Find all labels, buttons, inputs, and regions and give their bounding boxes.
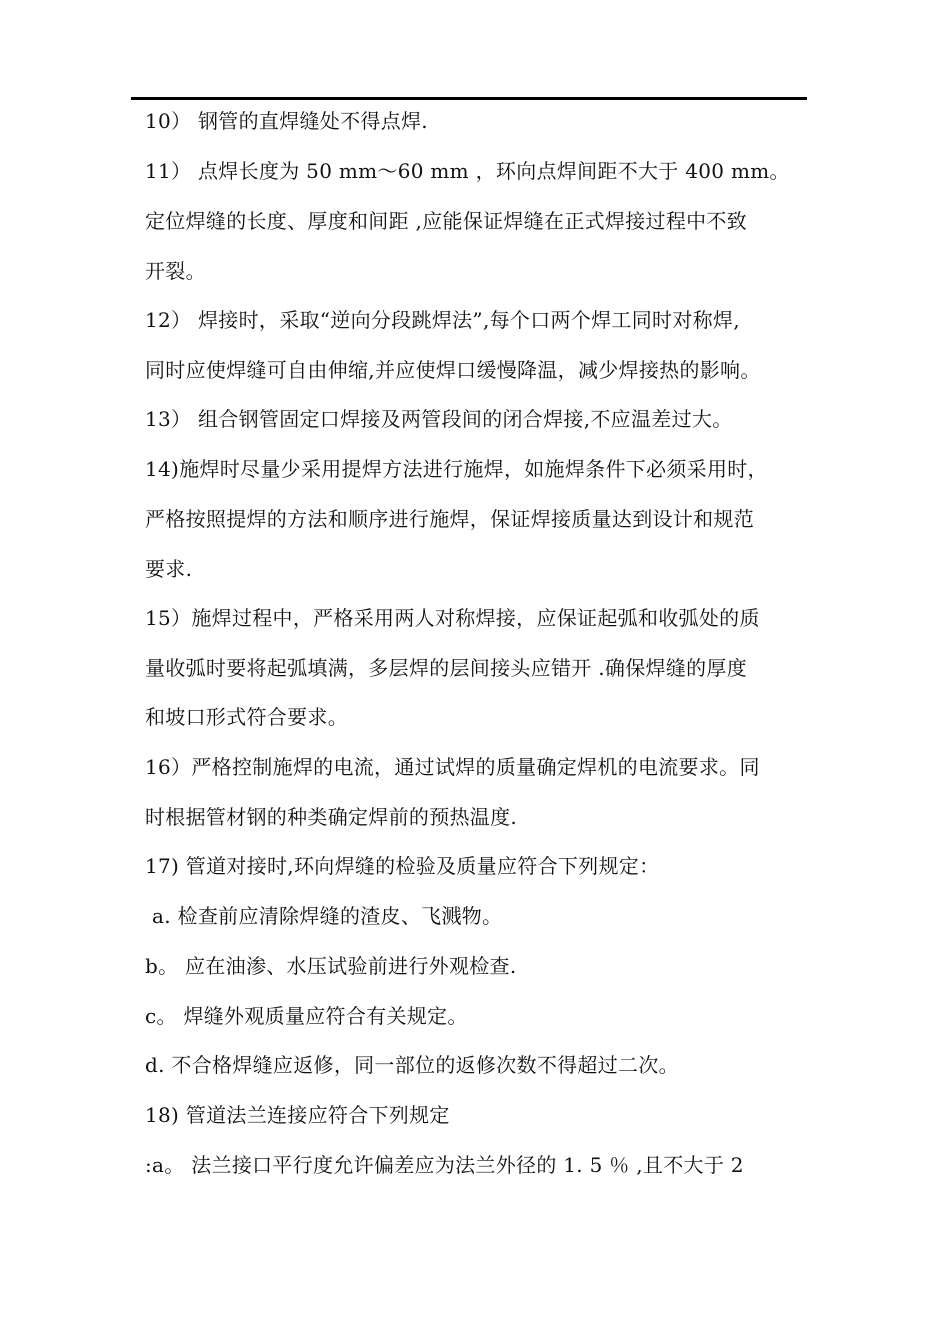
text-line: 16）严格控制施焊的电流，通过试焊的质量确定焊机的电流要求。同: [145, 755, 760, 779]
text-line: 17) 管道对接时,环向焊缝的检验及质量应符合下列规定：: [145, 854, 660, 878]
text-line: 定位焊缝的长度、厚度和间距 ,应能保证焊缝在正式焊接过程中不致: [145, 209, 748, 233]
text-line: c。 焊缝外观质量应符合有关规定。: [145, 1004, 468, 1028]
text-line: 15）施焊过程中，严格采用两人对称焊接，应保证起弧和收弧处的质: [145, 606, 760, 630]
text-line: 11） 点焊长度为 50 mm～60 mm ，环向点焊间距不大于 400 mm。: [145, 159, 790, 183]
text-line: 同时应使焊缝可自由伸缩,并应使焊口缓慢降温，减少焊接热的影响。: [145, 358, 761, 382]
text-line: 和坡口形式符合要求。: [145, 705, 348, 729]
text-line: 开裂。: [145, 259, 206, 283]
text-line: 13） 组合钢管固定口焊接及两管段间的闭合焊接,不应温差过大。: [145, 407, 733, 431]
text-line: 严格按照提焊的方法和顺序进行施焊，保证焊接质量达到设计和规范: [145, 507, 754, 531]
text-line: 时根据管材钢的种类确定焊前的预热温度.: [145, 805, 518, 829]
text-line: 要求.: [145, 557, 193, 581]
text-line: 10） 钢管的直焊缝处不得点焊.: [145, 109, 428, 133]
text-line: d. 不合格焊缝应返修，同一部位的返修次数不得超过二次。: [145, 1053, 679, 1077]
header-rule: [131, 97, 807, 100]
text-line: 量收弧时要将起弧填满，多层焊的层间接头应错开 .确保焊缝的厚度: [145, 656, 748, 680]
text-line: 18) 管道法兰连接应符合下列规定: [145, 1103, 450, 1127]
text-line: :a。 法兰接口平行度允许偏差应为法兰外径的 1. 5 ％ ,且不大于 2: [145, 1153, 744, 1177]
text-line: 12） 焊接时，采取“逆向分段跳焊法”,每个口两个焊工同时对称焊,: [145, 308, 740, 332]
text-line: b。 应在油渗、水压试验前进行外观检查.: [145, 954, 517, 978]
text-line: 14)施焊时尽量少采用提焊方法进行施焊，如施焊条件下必须采用时，: [145, 457, 768, 481]
text-line: a. 检查前应清除焊缝的渣皮、飞溅物。: [152, 904, 503, 928]
